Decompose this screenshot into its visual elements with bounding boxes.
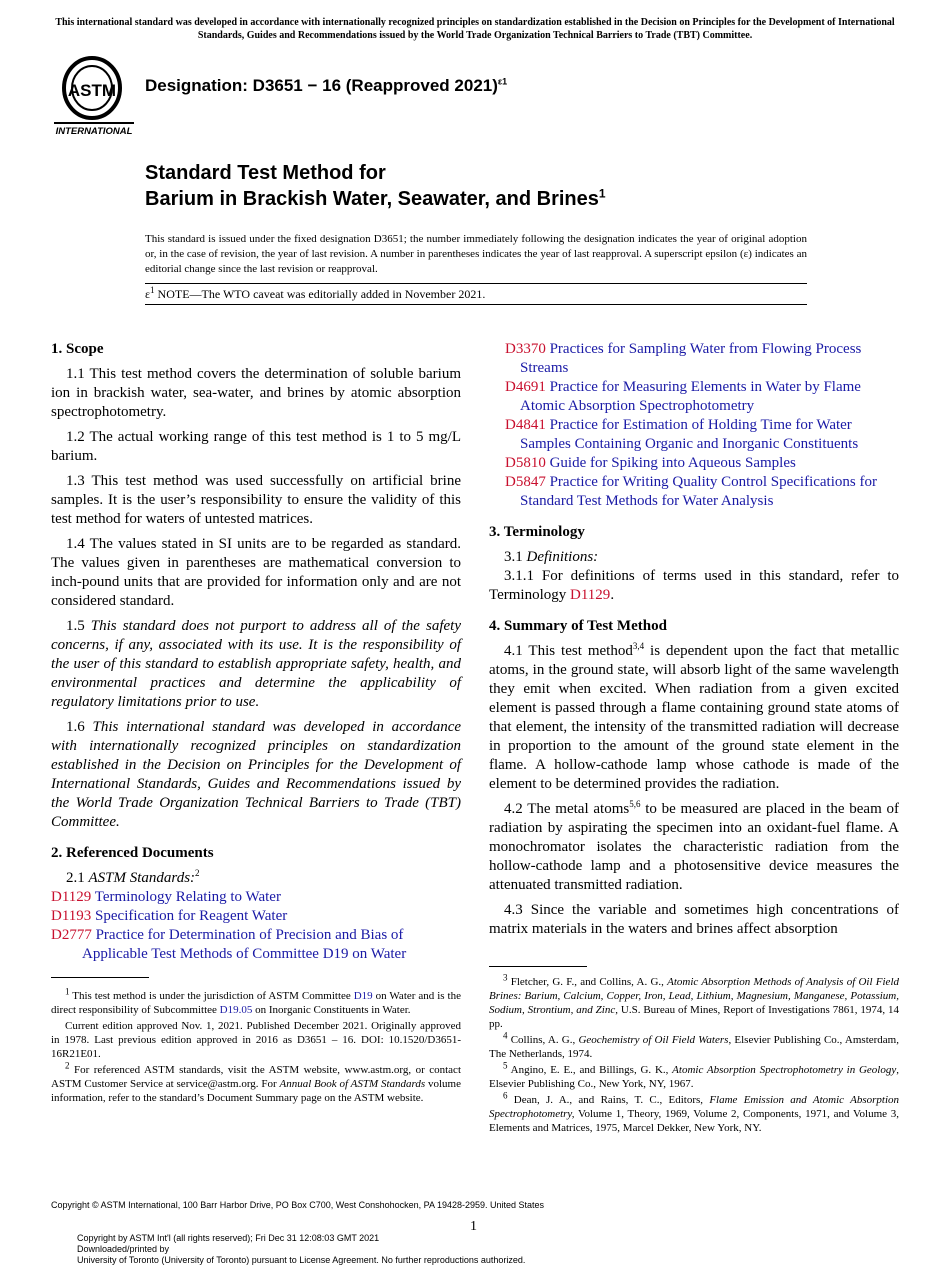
paragraph-1-5: 1.5 This standard does not purport to address all of the safety concerns, if any, associated with its use. It is the responsibility of the user of this standard to establish appropriate safety, health, and environmental practices and determine the applicability of regulatory limitations prior to use.	[51, 618, 461, 710]
reference-item[interactable]	[51, 907, 461, 926]
title-line1: Standard Test Method for	[145, 162, 386, 184]
footnotes-right	[489, 972, 900, 1137]
paragraph-1-3: 1.3 This test method was used successfully on artificial brine samples. It is the user’s responsibility to ensure the validity of this test method for waters of untested matrices.	[51, 473, 461, 527]
divider	[145, 283, 807, 284]
footnote-rule	[51, 977, 149, 978]
left-column	[51, 340, 461, 964]
paragraph-1-4: 1.4 The values stated in SI units are to be regarded as standard. The values given in parentheses are mathematical conversion to inch-pound units that are provided for information only and are not considered standard.	[51, 536, 461, 609]
footnote-6: $^6$ Dean, J. A., and Rains, T. C., Editors, Flame Emission and Atomic Absorption Spectrophotometry, Volume 1, Theory, 1969, Volume 2, Components, 1971, and Volume 3, Elements and Matrices, 1975, Marcel Dekker, New York, NY.	[489, 1090, 900, 1134]
paragraph-1-2: 1.2 The actual working range of this test method is 1 to 5 mg/L barium.	[51, 429, 461, 464]
wto-notice: This international standard was developed in accordance with internationally recognized principles on standardization established in the Decision on Principles for the Development of International Standards, Guides and Recommendations issued by the World Trade Organization Technical Barriers to Trade (TBT) Committee.	[55, 17, 895, 41]
reference-code[interactable]: D4691	[505, 379, 546, 395]
epsilon-note: $\varepsilon^1$ NOTE—The WTO caveat was editorially added in November 2021.	[145, 285, 486, 301]
astm-logo	[52, 56, 136, 136]
reference-title[interactable]: Terminology Relating to Water	[94, 889, 281, 905]
footnote-5: $^5$ Angino, E. E., and Billings, G. K., Atomic Absorption Spectrophotometry in Geology, Elsevier Publishing Co., New York, NY, 1967.	[489, 1060, 899, 1090]
subcommittee-link[interactable]: D19.05	[219, 1004, 253, 1016]
reference-code[interactable]: D1193	[51, 908, 92, 924]
paragraph-4-3: 4.3 Since the variable and sometimes high concentrations of matrix materials in the waters and brines affect absorption	[489, 902, 899, 937]
footnote-3: $^3$ Fletcher, G. F., and Collins, A. G., Atomic Absorption Methods of Analysis of Oil Field Brines: Barium, Calcium, Copper, Iron, Lead, Lithium, Magnesium, Manganese, Potassium, Sodium, Strontium, and Zinc, U.S. Bureau of Mines, Report of Investigations 7861, 1974, 14 pp.	[489, 972, 899, 1030]
logo-text: ASTM	[67, 81, 117, 100]
designation	[145, 76, 507, 96]
copyright-line: Copyright © ASTM International, 100 Barr Harbor Drive, PO Box C700, West Conshohocken, PA 19428-2959. United States	[51, 1200, 545, 1210]
paragraph-1-1: 1.1 This test method covers the determination of soluble barium ion in brackish water, sea-water, and brines by atomic absorption spectrophotometry.	[51, 366, 461, 420]
divider	[145, 304, 807, 305]
paragraph-3-1: 3.1 Definitions:	[504, 549, 599, 565]
reference-item[interactable]	[489, 378, 899, 416]
reference-title[interactable]: Practice for Writing Quality Control Specifications for Standard Test Methods for Water Analysis	[520, 474, 877, 509]
document-title	[145, 160, 606, 212]
reference-title[interactable]: Practice for Estimation of Holding Time for Water Samples Containing Organic and Inorganic Constituents	[520, 417, 859, 452]
reference-code[interactable]: D1129	[51, 889, 92, 905]
footnote-1: $^1$ This test method is under the jurisdiction of ASTM Committee D19 on Water and is the direct responsibility of Subcommittee D19.05 on Inorganic Constituents in Water.	[51, 986, 461, 1016]
reference-link[interactable]: D1129	[570, 587, 611, 603]
reference-title[interactable]: Practice for Determination of Precision and Bias of Applicable Test Methods of Committee D19 on Water	[82, 927, 407, 962]
paragraph-1-6: 1.6 This international standard was developed in accordance with internationally recognized principles on standardization established in the Decision on Principles for the Development of International Standards, Guides and Recommendations issued by the World Trade Organization Technical Barriers to Trade (TBT) Committee.	[51, 719, 462, 830]
committee-link[interactable]: D19	[353, 990, 373, 1002]
section-heading: 3. Terminology	[489, 524, 585, 540]
paragraph-3-1-1: 3.1.1 For definitions of terms used in this standard, refer to Terminology D1129.	[489, 568, 899, 603]
reference-title[interactable]: Practices for Sampling Water from Flowing Process Streams	[520, 341, 862, 376]
license-line: University of Toronto (University of Toronto) pursuant to License Agreement. No further reproductions authorized.	[77, 1255, 526, 1265]
paragraph-4-1: 4.1 This test method$^{3,4}$ is dependent upon the fact that metallic atoms, in the ground state, will absorb light of the same wavelength they emit when excited. When radiation from a given excited element is passed through a flame containing ground state atoms of that element, the intensity of the transmitted radiation will decrease in proportion to the amount of the ground state element in the flame. A hollow-cathode lamp whose cathode is made of the element to be determined provides the radiation.	[489, 641, 899, 792]
section-heading: 4. Summary of Test Method	[489, 618, 667, 634]
footnote-edition: Current edition approved Nov. 1, 2021. Published December 2021. Originally approved in 1978. Last previous edition approved in 2016 as D3651 – 16. DOI: 10.1520/D3651-16R21E01.	[51, 1020, 461, 1060]
reference-code[interactable]: D2777	[51, 927, 92, 943]
reference-title[interactable]: Guide for Spiking into Aqueous Samples	[549, 455, 796, 471]
footnote-2: $^2$ For referenced ASTM standards, visit the ASTM website, www.astm.org, or contact ASTM Customer Service at service@astm.org. For Annual Book of ASTM Standards volume information, refer to the standard’s Document Summary page on the ASTM website.	[51, 1060, 461, 1104]
reference-item[interactable]	[51, 888, 461, 907]
license-line: Copyright by ASTM Int'l (all rights reserved); Fri Dec 31 12:08:03 GMT 2021	[77, 1233, 380, 1243]
reference-title[interactable]: Practice for Measuring Elements in Water by Flame Atomic Absorption Spectrophotometry	[520, 379, 861, 414]
reference-item[interactable]	[489, 473, 899, 511]
reference-item[interactable]	[489, 454, 899, 473]
footnote-4: $^4$ Collins, A. G., Geochemistry of Oil Field Waters, Elsevier Publishing Co., Amsterdam, The Netherlands, 1974.	[489, 1030, 899, 1060]
reference-item[interactable]	[489, 340, 899, 378]
reference-title[interactable]: Specification for Reagent Water	[95, 908, 288, 924]
right-column	[489, 340, 899, 945]
title-line2: Barium in Brackish Water, Seawater, and Brines$^1$	[145, 186, 606, 210]
designation-sup: ε1	[497, 76, 508, 87]
page-number: 1	[470, 1219, 477, 1234]
license-notice	[77, 1233, 525, 1266]
footnotes-left	[51, 986, 461, 1107]
footnote-rule	[489, 966, 587, 967]
designation-text: Designation: D3651 − 16 (Reapproved 2021)	[145, 76, 498, 95]
section-heading: 1. Scope	[51, 341, 104, 357]
paragraph-4-2: 4.2 The metal atoms$^{5,6}$ to be measured are placed in the beam of radiation by aspirating the specimen into an oxidant-fuel flame. A monochromator isolates the characteristic radiation from the hollow-cathode lamp and a photosensitive device measures the attenuated transmitted radiation.	[489, 799, 899, 893]
section-heading: 2. Referenced Documents	[51, 845, 214, 861]
logo-subtext: INTERNATIONAL	[55, 126, 133, 136]
issued-note: This standard is issued under the fixed designation D3651; the number immediately following the designation indicates the year of original adoption or, in the case of revision, the year of last revision. A number in parentheses indicates the year of last reapproval. A superscript epsilon (ε) indicates an editorial change since the last revision or reapproval.	[145, 233, 807, 275]
license-line: Downloaded/printed by	[77, 1244, 170, 1254]
reference-code[interactable]: D5847	[505, 474, 546, 490]
reference-code[interactable]: D4841	[505, 417, 546, 433]
reference-item[interactable]	[489, 416, 899, 454]
reference-item[interactable]	[51, 926, 461, 964]
reference-code[interactable]: D5810	[505, 455, 546, 471]
paragraph-2-1: 2.1 ASTM Standards:$^2$	[66, 868, 200, 886]
reference-code[interactable]: D3370	[505, 341, 546, 357]
